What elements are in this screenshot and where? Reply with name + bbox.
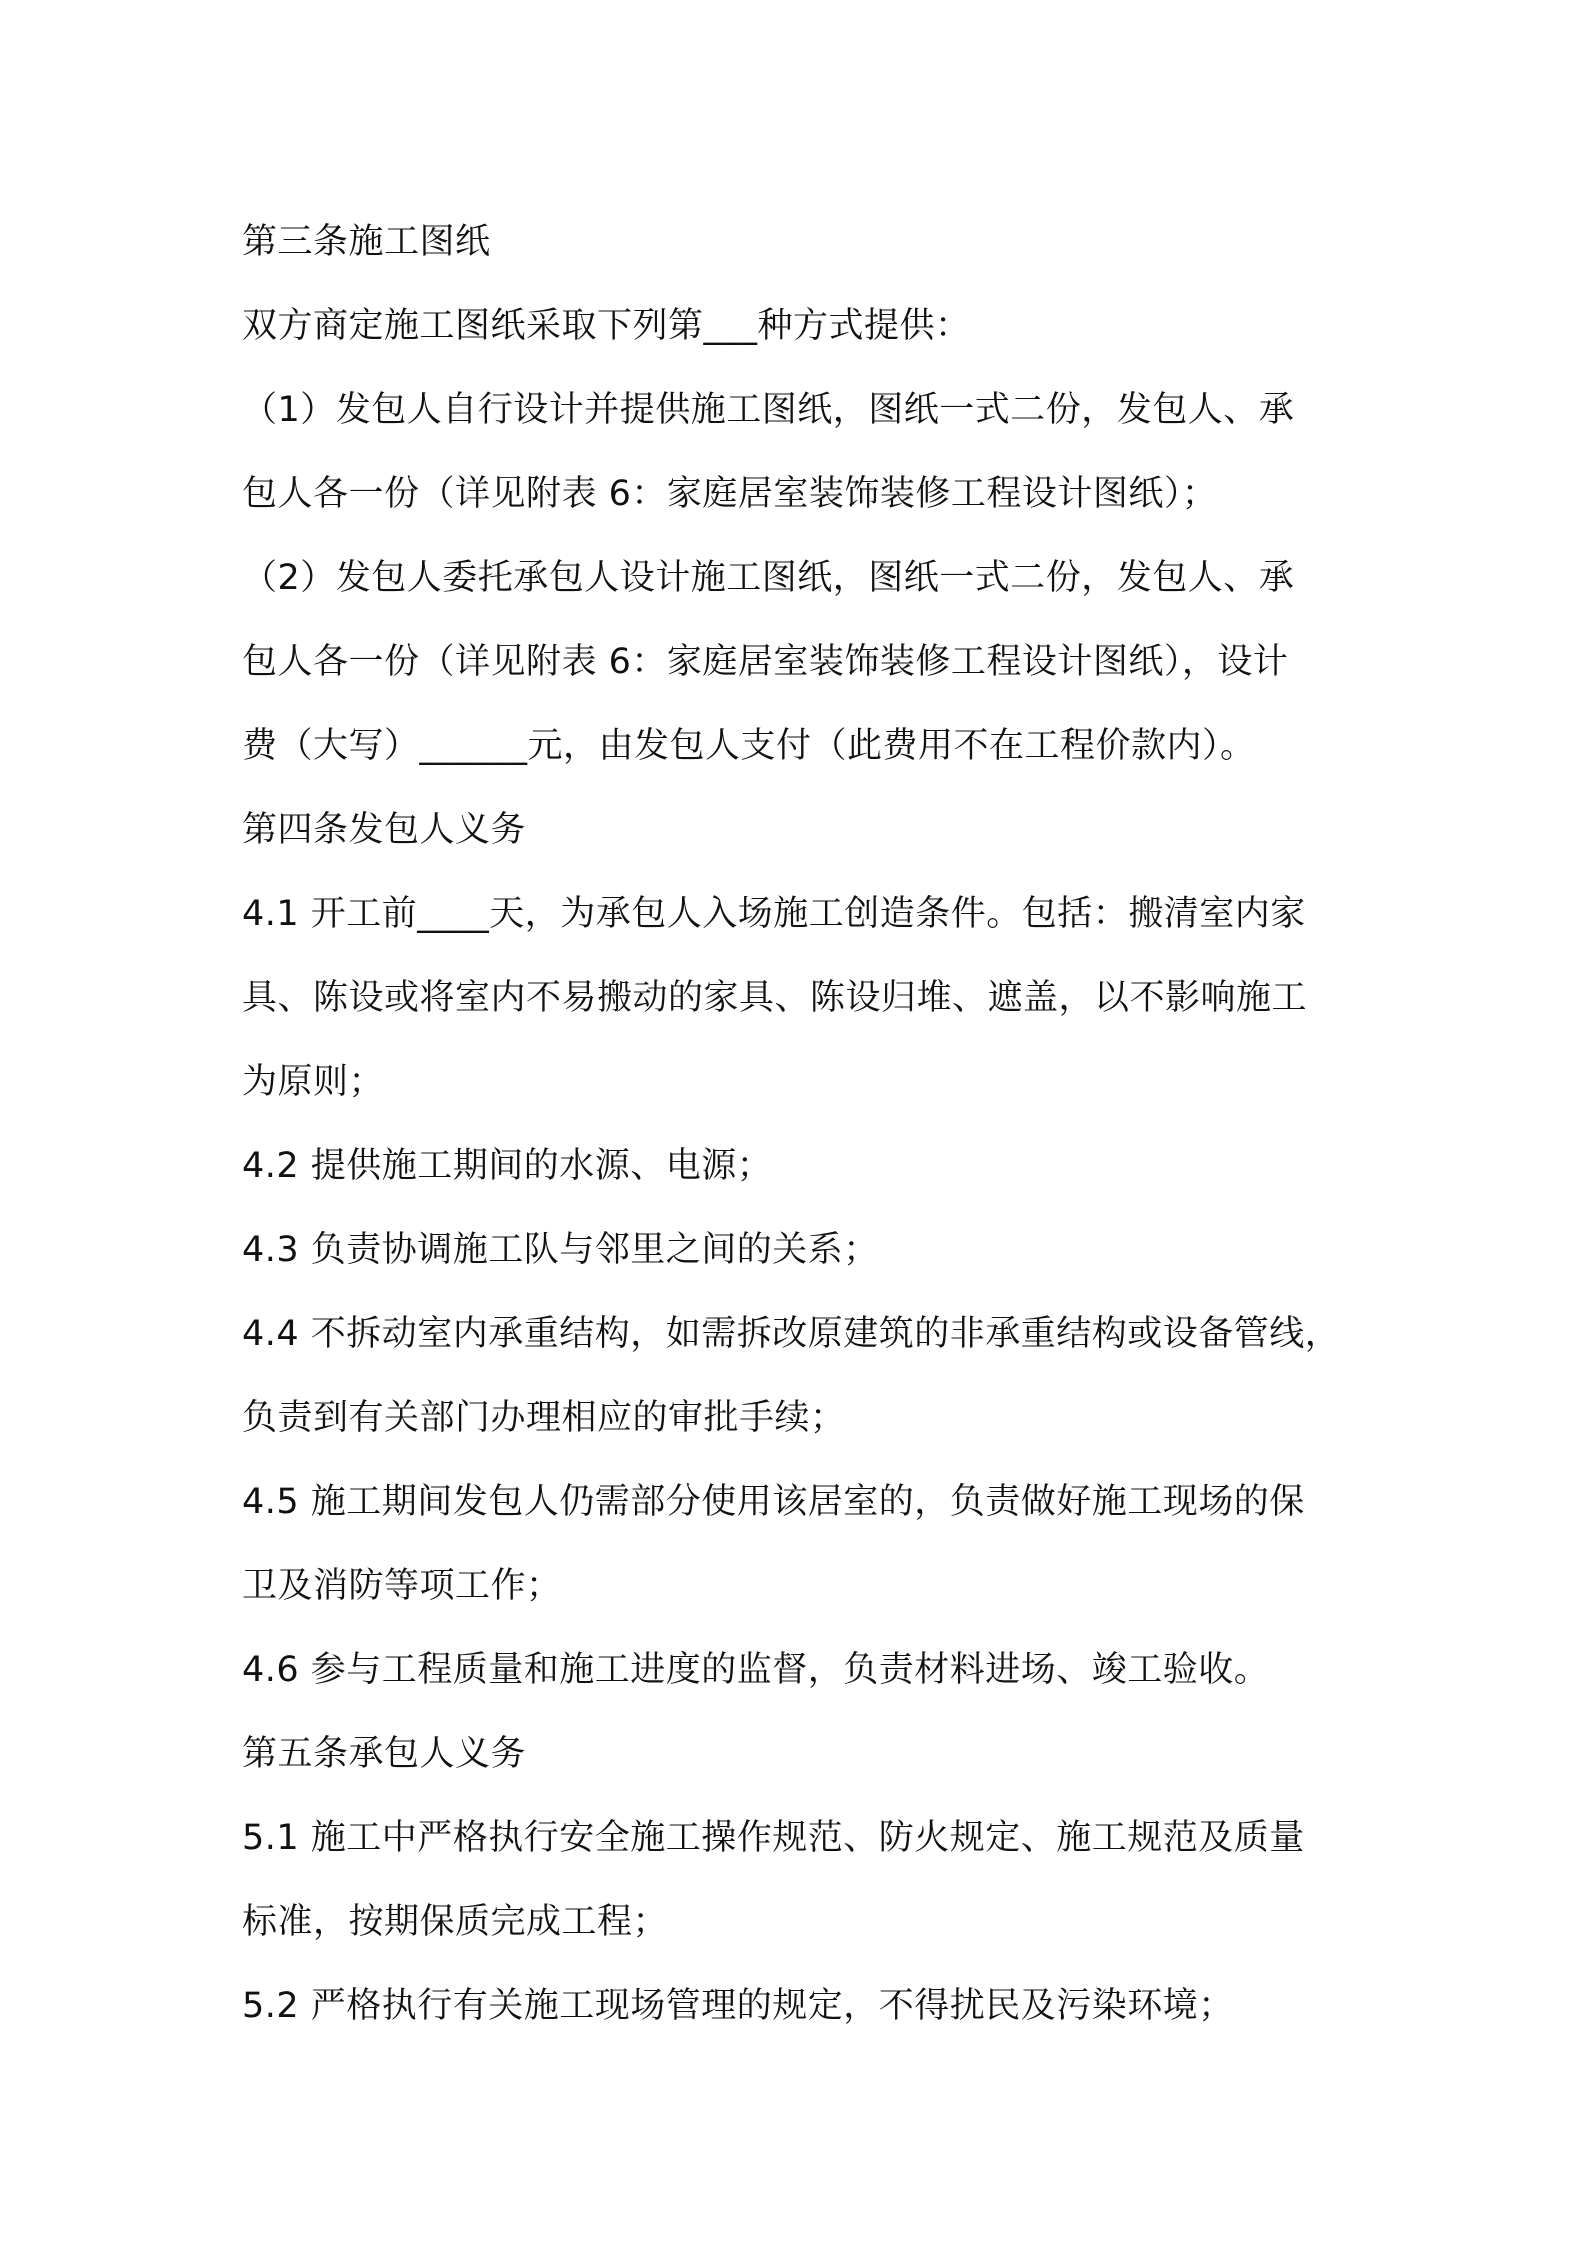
- text-line: 双方商定施工图纸采取下列第___种方式提供：: [242, 306, 971, 346]
- text-line: 卫及消防等项工作；: [242, 1566, 562, 1606]
- text-line: 5.1 施工中严格执行安全施工操作规范、防火规定、施工规范及质量: [242, 1818, 1305, 1858]
- text-line: 为原则；: [242, 1062, 385, 1102]
- text-line: 5.2 严格执行有关施工现场管理的规定，不得扰民及污染环境；: [242, 1986, 1234, 2026]
- text-line: 4.6 参与工程质量和施工进度的监督，负责材料进场、竣工验收。: [242, 1650, 1270, 1690]
- text-line: 具、陈设或将室内不易搬动的家具、陈设归堆、遮盖，以不影响施工: [242, 978, 1308, 1018]
- text-line: 4.1 开工前____天，为承包人入场施工创造条件。包括：搬清室内家: [242, 894, 1306, 934]
- text-line: 费（大写）______元，由发包人支付（此费用不在工程价款内）。: [242, 726, 1256, 766]
- text-line: 4.2 提供施工期间的水源、电源；: [242, 1146, 773, 1186]
- text-line: 包人各一份（详见附表 6：家庭居室装饰装修工程设计图纸），设计: [242, 642, 1289, 682]
- article-5-heading: 第五条承包人义务: [242, 1734, 527, 1774]
- text-line: 4.3 负责协调施工队与邻里之间的关系；: [242, 1230, 879, 1270]
- text-line: 4.5 施工期间发包人仍需部分使用该居室的，负责做好施工现场的保: [242, 1482, 1305, 1522]
- text-line: 包人各一份（详见附表 6：家庭居室装饰装修工程设计图纸）；: [242, 474, 1218, 514]
- text-line: （2）发包人委托承包人设计施工图纸，图纸一式二份，发包人、承: [242, 558, 1295, 598]
- article-4-heading: 第四条发包人义务: [242, 810, 527, 850]
- text-line: 负责到有关部门办理相应的审批手续；: [242, 1398, 846, 1438]
- text-line: （1）发包人自行设计并提供施工图纸，图纸一式二份，发包人、承: [242, 390, 1295, 430]
- article-3-heading: 第三条施工图纸: [242, 222, 491, 262]
- text-line: 4.4 不拆动室内承重结构，如需拆改原建筑的非承重结构或设备管线，: [242, 1314, 1341, 1354]
- text-line: 标准，按期保质完成工程；: [242, 1902, 669, 1942]
- document-body: [242, 200, 1362, 2048]
